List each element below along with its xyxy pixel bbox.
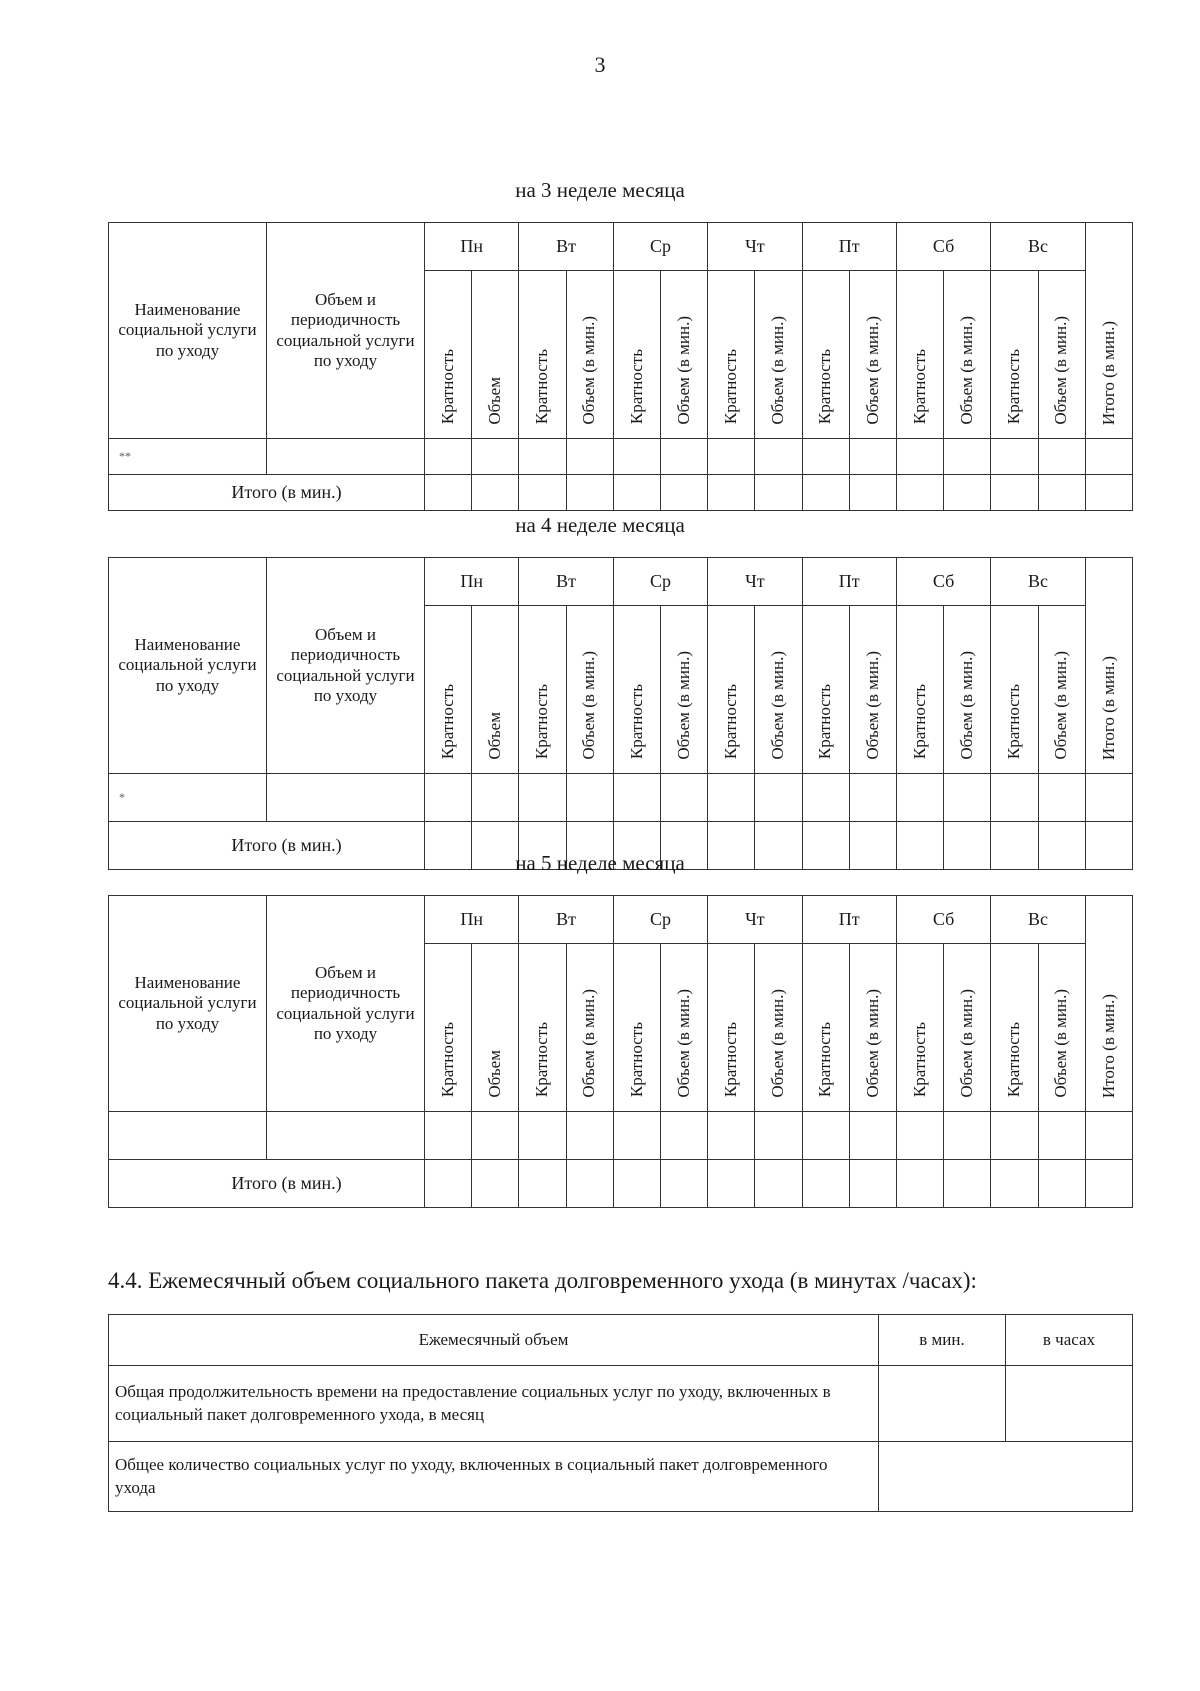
volume-subheader: [1038, 606, 1085, 774]
volume-subheader: [566, 944, 613, 1112]
volume-label: Объем (в мин.): [768, 650, 788, 760]
volume-label: Объем: [485, 377, 505, 425]
day-header: Вс: [991, 896, 1085, 944]
schedule-cell: [613, 439, 660, 475]
schedule-cell: [755, 1112, 802, 1160]
schedule-cell: [1038, 439, 1085, 475]
volume-subheader: [660, 271, 707, 439]
total-row-label: Итого (в мин.): [109, 1160, 425, 1208]
total-cell: [660, 475, 707, 511]
day-header: Пн: [425, 223, 519, 271]
total-cell: [708, 475, 755, 511]
frequency-subheader: [991, 944, 1038, 1112]
schedule-cell: [708, 439, 755, 475]
schedule-cell: [519, 774, 566, 822]
frequency-subheader: [708, 606, 755, 774]
day-header: Чт: [708, 896, 802, 944]
volume-subheader: [755, 606, 802, 774]
frequency-label: Кратность: [815, 349, 835, 425]
frequency-label: Кратность: [437, 1022, 457, 1098]
total-cell: [849, 475, 896, 511]
service-row: [109, 439, 1133, 475]
monthly-count-cell: [879, 1442, 1133, 1512]
total-cell: [425, 1160, 472, 1208]
volume-subheader: [566, 271, 613, 439]
volume-label: Объем (в мин.): [768, 315, 788, 425]
monthly-row-label: Общее количество социальных услуг по уходу, включенных в социальный пакет долговременного ухода: [109, 1442, 879, 1512]
frequency-label: Кратность: [815, 1022, 835, 1098]
frequency-subheader: [613, 271, 660, 439]
frequency-label: Кратность: [626, 349, 646, 425]
volume-subheader: [849, 606, 896, 774]
volume-subheader: [755, 944, 802, 1112]
day-header: Ср: [613, 558, 707, 606]
volume-label: Объем (в мин.): [1051, 650, 1071, 760]
schedule-cell: [802, 774, 849, 822]
volume-subheader: [566, 606, 613, 774]
volume-label: Объем (в мин.): [862, 988, 882, 1098]
day-header: Вт: [519, 558, 613, 606]
total-cell: [755, 475, 802, 511]
total-cell: [519, 475, 566, 511]
frequency-subheader: [896, 944, 943, 1112]
volume-label: Объем (в мин.): [862, 315, 882, 425]
week-caption: на 3 неделе месяца: [515, 178, 685, 202]
frequency-label: Кратность: [626, 1022, 646, 1098]
monthly-row-count: [109, 1442, 1133, 1512]
total-column-header: [1085, 896, 1132, 1112]
schedule-cell: [896, 1112, 943, 1160]
schedule-cell: [896, 439, 943, 475]
service-row: [109, 774, 1133, 822]
volume-subheader: [849, 944, 896, 1112]
schedule-cell: [849, 1112, 896, 1160]
volume-label: Объем (в мин.): [579, 650, 599, 760]
service-name-cell: **: [109, 439, 267, 475]
volume-label: Объем (в мин.): [768, 988, 788, 1098]
day-header: Ср: [613, 223, 707, 271]
total-cell: [1038, 475, 1085, 511]
monthly-row-label: Общая продолжительность времени на предоставление социальных услуг по уходу, включенных в социальный пакет долговременного ухода, в месяц: [109, 1366, 879, 1442]
schedule-cell: [802, 1112, 849, 1160]
schedule-cell: [991, 1112, 1038, 1160]
total-cell: [1085, 1160, 1132, 1208]
service-volume-header: Объем и периодичность социальной услуги по уходу: [267, 896, 425, 1112]
total-row-label: Итого (в мин.): [109, 822, 425, 870]
volume-subheader: [944, 606, 991, 774]
total-cell: [660, 1160, 707, 1208]
total-cell: [991, 1160, 1038, 1208]
frequency-subheader: [896, 606, 943, 774]
week-schedule-table: [108, 895, 1133, 1208]
volume-label: Объем (в мин.): [673, 315, 693, 425]
schedule-cell: [613, 1112, 660, 1160]
monthly-hours-cell: [1006, 1366, 1133, 1442]
monthly-min-cell: [879, 1366, 1006, 1442]
volume-label: Объем: [485, 1050, 505, 1098]
total-cell: [944, 475, 991, 511]
week-caption: на 5 неделе месяца: [515, 851, 685, 875]
frequency-subheader: [425, 944, 472, 1112]
service-name-header: Наименование социальной услуги по уходу: [109, 896, 267, 1112]
monthly-header-row: [109, 1315, 1133, 1366]
volume-subheader: [755, 271, 802, 439]
header-row-days: [109, 558, 1133, 606]
day-header: Чт: [708, 558, 802, 606]
schedule-cell: [1085, 774, 1132, 822]
schedule-cell: [1085, 1112, 1132, 1160]
total-row-label: Итого (в мин.): [109, 475, 425, 511]
schedule-cell: [267, 774, 425, 822]
total-cell: [944, 1160, 991, 1208]
total-row: [109, 475, 1133, 511]
schedule-cell: [519, 439, 566, 475]
frequency-label: Кратность: [721, 684, 741, 760]
frequency-label: Кратность: [437, 684, 457, 760]
frequency-subheader: [802, 944, 849, 1112]
day-header: Вт: [519, 223, 613, 271]
total-cell: [566, 1160, 613, 1208]
frequency-subheader: [896, 271, 943, 439]
header-row-days: [109, 896, 1133, 944]
total-column-label: Итого (в мин.): [1098, 655, 1118, 760]
day-header: Вс: [991, 223, 1085, 271]
total-cell: [472, 1160, 519, 1208]
schedule-cell: [896, 774, 943, 822]
schedule-cell: [660, 439, 707, 475]
total-cell: [425, 475, 472, 511]
frequency-subheader: [519, 606, 566, 774]
total-cell: [755, 1160, 802, 1208]
frequency-label: Кратность: [909, 349, 929, 425]
volume-subheader: [660, 606, 707, 774]
volume-subheader: [472, 606, 519, 774]
frequency-subheader: [425, 606, 472, 774]
total-cell: [802, 1160, 849, 1208]
section-title: 4.4. Ежемесячный объем социального пакета долговременного ухода (в минутах /часах):: [108, 1268, 977, 1293]
frequency-subheader: [425, 271, 472, 439]
schedule-cell: [1085, 439, 1132, 475]
volume-label: Объем (в мин.): [957, 650, 977, 760]
week-caption: на 4 неделе месяца: [515, 513, 685, 537]
total-column-header: [1085, 223, 1132, 439]
total-cell: [472, 475, 519, 511]
day-header: Пт: [802, 223, 896, 271]
monthly-row-duration: [109, 1366, 1133, 1442]
volume-subheader: [472, 944, 519, 1112]
volume-label: Объем (в мин.): [957, 315, 977, 425]
total-row: [109, 1160, 1133, 1208]
schedule-cell: [755, 439, 802, 475]
total-cell: [991, 475, 1038, 511]
schedule-cell: [755, 774, 802, 822]
total-cell: [708, 1160, 755, 1208]
volume-subheader: [660, 944, 707, 1112]
schedule-cell: [472, 439, 519, 475]
total-cell: [566, 475, 613, 511]
total-column-label: Итого (в мин.): [1098, 320, 1118, 425]
schedule-cell: [1038, 774, 1085, 822]
day-header: Вс: [991, 558, 1085, 606]
frequency-label: Кратность: [1004, 684, 1024, 760]
total-cell: [1085, 475, 1132, 511]
week-schedule-table: [108, 557, 1133, 870]
schedule-cell: [613, 774, 660, 822]
frequency-subheader: [613, 606, 660, 774]
frequency-subheader: [708, 271, 755, 439]
schedule-cell: [1038, 1112, 1085, 1160]
volume-subheader: [1038, 271, 1085, 439]
frequency-label: Кратность: [721, 349, 741, 425]
schedule-cell: [566, 774, 613, 822]
volume-label: Объем (в мин.): [673, 988, 693, 1098]
service-volume-header: Объем и периодичность социальной услуги по уходу: [267, 223, 425, 439]
schedule-cell: [708, 1112, 755, 1160]
day-header: Пт: [802, 558, 896, 606]
frequency-subheader: [991, 271, 1038, 439]
volume-subheader: [472, 271, 519, 439]
schedule-cell: [425, 1112, 472, 1160]
schedule-cell: [425, 439, 472, 475]
frequency-label: Кратность: [532, 1022, 552, 1098]
frequency-label: Кратность: [626, 684, 646, 760]
frequency-label: Кратность: [1004, 1022, 1024, 1098]
schedule-cell: [267, 439, 425, 475]
total-cell: [849, 1160, 896, 1208]
frequency-subheader: [519, 271, 566, 439]
week-schedule-table: [108, 222, 1133, 511]
frequency-subheader: [802, 606, 849, 774]
volume-subheader: [944, 271, 991, 439]
volume-subheader: [1038, 944, 1085, 1112]
total-cell: [613, 1160, 660, 1208]
day-header: Ср: [613, 896, 707, 944]
monthly-min-header: в мин.: [879, 1315, 1006, 1366]
volume-subheader: [849, 271, 896, 439]
service-volume-header: Объем и периодичность социальной услуги по уходу: [267, 558, 425, 774]
schedule-cell: [944, 439, 991, 475]
frequency-label: Кратность: [721, 1022, 741, 1098]
day-header: Пт: [802, 896, 896, 944]
frequency-label: Кратность: [532, 684, 552, 760]
schedule-cell: [472, 1112, 519, 1160]
service-name-cell: *: [109, 774, 267, 822]
schedule-cell: [708, 774, 755, 822]
frequency-label: Кратность: [1004, 349, 1024, 425]
schedule-cell: [660, 1112, 707, 1160]
frequency-label: Кратность: [437, 349, 457, 425]
frequency-label: Кратность: [909, 1022, 929, 1098]
schedule-cell: [267, 1112, 425, 1160]
total-column-label: Итого (в мин.): [1098, 993, 1118, 1098]
volume-label: Объем (в мин.): [673, 650, 693, 760]
total-cell: [896, 1160, 943, 1208]
schedule-cell: [566, 439, 613, 475]
frequency-subheader: [613, 944, 660, 1112]
day-header: Сб: [896, 896, 990, 944]
schedule-cell: [425, 774, 472, 822]
frequency-subheader: [708, 944, 755, 1112]
frequency-subheader: [802, 271, 849, 439]
total-cell: [802, 475, 849, 511]
schedule-cell: [944, 774, 991, 822]
frequency-label: Кратность: [532, 349, 552, 425]
page-number: 3: [594, 52, 606, 77]
service-name-cell: [109, 1112, 267, 1160]
schedule-cell: [472, 774, 519, 822]
header-row-days: [109, 223, 1133, 271]
total-cell: [519, 1160, 566, 1208]
schedule-cell: [802, 439, 849, 475]
schedule-cell: [519, 1112, 566, 1160]
frequency-subheader: [519, 944, 566, 1112]
monthly-label-header: Ежемесячный объем: [109, 1315, 879, 1366]
volume-label: Объем (в мин.): [579, 988, 599, 1098]
volume-label: Объем (в мин.): [957, 988, 977, 1098]
volume-label: Объем (в мин.): [1051, 988, 1071, 1098]
schedule-cell: [566, 1112, 613, 1160]
schedule-cell: [849, 774, 896, 822]
total-cell: [1038, 1160, 1085, 1208]
schedule-cell: [660, 774, 707, 822]
total-cell: [896, 475, 943, 511]
service-name-header: Наименование социальной услуги по уходу: [109, 223, 267, 439]
volume-label: Объем (в мин.): [1051, 315, 1071, 425]
total-cell: [613, 475, 660, 511]
schedule-cell: [944, 1112, 991, 1160]
monthly-hours-header: в часах: [1006, 1315, 1133, 1366]
schedule-cell: [991, 774, 1038, 822]
volume-subheader: [944, 944, 991, 1112]
volume-label: Объем: [485, 712, 505, 760]
day-header: Вт: [519, 896, 613, 944]
day-header: Пн: [425, 558, 519, 606]
volume-label: Объем (в мин.): [862, 650, 882, 760]
monthly-volume-table: [108, 1314, 1133, 1512]
volume-label: Объем (в мин.): [579, 315, 599, 425]
total-column-header: [1085, 558, 1132, 774]
day-header: Пн: [425, 896, 519, 944]
schedule-cell: [991, 439, 1038, 475]
frequency-label: Кратность: [815, 684, 835, 760]
day-header: Сб: [896, 558, 990, 606]
service-row: [109, 1112, 1133, 1160]
schedule-cell: [849, 439, 896, 475]
day-header: Сб: [896, 223, 990, 271]
day-header: Чт: [708, 223, 802, 271]
service-name-header: Наименование социальной услуги по уходу: [109, 558, 267, 774]
frequency-label: Кратность: [909, 684, 929, 760]
frequency-subheader: [991, 606, 1038, 774]
